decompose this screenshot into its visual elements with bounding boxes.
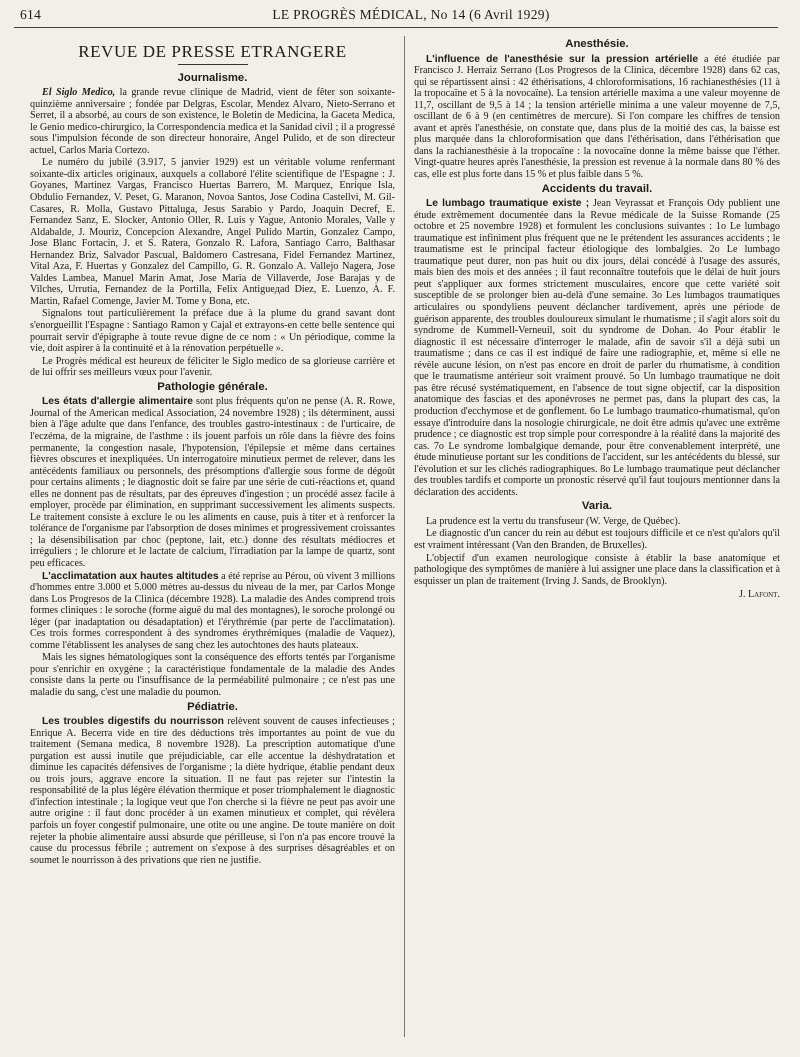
paragraph [30, 571, 395, 652]
paragraph: L'objectif d'un examen neurologique consiste à établir la base anatomique et pathologique des symptômes de manière à lui assigner une place dans la classification et à esquisser un plan de traitement (Irving J. Sands, de Brooklyn). [414, 552, 780, 587]
paragraph: Le diagnostic d'un cancer du rein au début est toujours difficile et ce n'est qu'alors qu'il est vraiment intéressant (Van den Branden, de Bruxelles). [414, 528, 780, 551]
rubric-title: REVUE DE PRESSE ETRANGERE [78, 42, 347, 61]
journal-title: LE PROGRÈS MÉDICAL, No 14 (6 Avril 1929) [272, 7, 550, 22]
paragraph [30, 396, 395, 569]
section-heading-pathologie: Pathologie générale. [157, 380, 268, 393]
paragraph-text: Jean Veyrassat et François Ody publient une étude extrêmement documentée dans la Revue médicale de la Suisse Romande (25 octobre et 25 novembre 1928) et formulent les conclusions suivantes : 1o Le lumbago traumatique est infiniment plus fréquent que ne le prétendent les assurances accidents ; le traumatisme est le principal facteur étiologique des lombalgies. 2o Le lumbago traumatique peut durer, non pas huit ou dix jours, délai concédé à l'usage des assurés, mais bien des mois et des années ; il faut reconnaître toutefois que le délai de huit jours peut s'appliquer aux formes strictement musculaires, encore que cette variété soit susceptible de se prolonger bien au-delà d'une semaine. 3o Les lumbagos traumatiques articulaires ou spondyliens peuvent déclancher tardivement, après une période de guérison apparente, des troubles douloureux simulant le rhumatisme ; il s'agit alors soit du syndrome de Kummell-Verneuil, soit du syndrome de Dohan. 4o Pour établir le diagnostic il est nécessaire d'interroger le malade, afin de savoir s'il a déjà subi un traumatisme ; dans ce cas il est indiqué de faire une radiographie, et, même si elle ne révèle aucune lésion, on n'est pas encore en droit de parler du rhumatisme, à condition que le traumatisme antérieur soit vraiment prouvé. 5o Un lumbago traumatique ne doit pas être récusé systématiquement, en l'absence de tout signe objectif, car la disposition anatomique des fascias et des aponévroses ne permet pas, dans la plupart des cas, la production d'ecchymose et de gonflement. 6o Le lumbago traumatico-rhumatismal, qu'on essaye d'introduire dans la nosologie chirurgicale, ne doit être admis qu'avec une extrême prudence ; ce diagnostic est trop simple pour correspondre à la réalité dans la majorité des cas. 7o Le syndrome lombalgique demande, pour être convenablement interprété, une étude minutieuse portant sur les conditions de l'accident, sur les antécédents du blessé, sur l'évolution et sur les clichés radiographiques. 8o Le lumbago traumatique peut déclancher des troubles tardifs et comporte un pronostic réservé qu'il faut toujours mentionner dans la déclaration des accidents. [414, 198, 780, 498]
paragraph-text: la grande revue clinique de Madrid, vient de fêter son soixante-quinzième anniversaire ; fondée par Delgras, Escolar, Mendez Alvaro, Nieto-Serrano et Serret, il a absorbé, au cours de son existence, le Boletin de Medicina, la Gaceta Medica, le Genio medico-chirurgico, la Correspondencia medica et la Sanidad civil ; il a progressé sous l'impulsion féconde de son directeur honoraire, Angel Pulido, et de son directeur actuel, Carlos Maria Cortezo. [30, 87, 395, 156]
running-head [14, 5, 778, 28]
paragraph-lead: Les états d'allergie alimentaire [42, 396, 194, 408]
section-heading-anesthesie: Anesthésie. [565, 38, 629, 50]
paragraph-text: a été étudiée par Francisco J. Herraiz Serrano (Los Progresos de la Clinica, décembre 1928) dans 62 cas, qui se répartissent ainsi : 42 éthérisations, 4 chloroformisations, 16 rachianesthésies (11 à la tropocaïne et 5 à la novocaïne). La tension artérielle maxima a une valeur moyenne de 11,7, oscillant de 9,5 à 14 ; la tension artérielle minima a une valeur moyenne de 7,5, oscillant de 6 à 9 (en centimètres de mercure). Si l'on compare les chiffres de tension avant et après l'anesthésie, on constate que, dans plus de la moitié des cas, la baisse est plus marquée dans la chloroformisation que dans l'éthérisation, dans l'éthérisation que dans la rachianesthésie à la tropocaïne : la novocaïne donne la même baisse que l'éther. Vingt-quatre heures après l'anesthésie, la pression est revenue à la normale dans 80 % des cas, elle est plus forte dans 15 % et plus faible dans 5 %. [414, 53, 780, 181]
rubric-rule [178, 64, 248, 65]
author-signature: J. Lafont. [738, 589, 780, 601]
section-heading-accidents: Accidents du travail. [541, 182, 653, 195]
paragraph-text: a été reprise au Pérou, où vivent 3 millions d'hommes entre 3.000 et 5.000 mètres au-dessus du niveau de la mer, par Carlos Monge dans Los Progresos de la Clinica (décembre 1928). La maladie des Andes comprend trois formes cliniques : le soroche (forme aiguë du mal des montagnes), le soroche prolongé ou léger (par inadaptation ou désadaptation) et l'érythrémie (par perte de l'acclimatation). Ces trois formes correspondent à des syndromes érythrémiques (maladie de Vaquez), comme l'établissent les analyses de sang chez les autochtones des hauts plateaux. [30, 570, 395, 651]
paragraph-lead: El Siglo Medico, [42, 87, 116, 99]
paragraph [30, 87, 395, 156]
right-column [414, 36, 780, 1041]
paragraph: Le numéro du jubilé (3.917, 5 janvier 1929) est un véritable volume renfermant soixante-dix articles originaux, auxquels a collaboré l'élite scientifique de l'Espagne : J. Goyanes, Martinez Vargas, Francisco Huertas Barrero, M. Marquez, Enrique Isla, Obdulio Fernandez, V. Peset, G. Maranon, Novoa Santos, Jose Codina Castellvi, M. Gil-Casares, R. Molla, Gustavo Pittaluga, Jesus Sarabio y Pardo, Joaquin Decref, E. Fernandez Sanz, E. Slocker, Antonio Oller, R. Luis y Yague, Antonio Morales, Valle y Aldabalde, J. Mouriz, Concepcion Alexandre, Angel Pulido Martin, Gonzalez Campo, Jose Blanc Fortacin, J. et S. Ratera, Gonzalo R. Lafora, Santiago Carro, Balthasar Hernandez Briz, Salvador Pascual, Baldomero Castresana, Fidel Fernandez Martinez, Vital Aza, F. Huertas y Gonzalez del Campillo, G. R. Gonzalo A. Vallejo Nagera, Jose Valdes Lambea, Manuel Marin Amat, Jose Maria de Villaverde, Jose Barajas y de Vilches, Urrutia, Fernandez de la Portilla, Felix Antigueдad Diez, E. Luenzo, A. F. Martin, Rafael Comenge, Javier M. Tome y Bona, etc. [30, 157, 395, 307]
column-divider [404, 36, 405, 1037]
left-column [30, 40, 395, 1041]
section-heading-pediatrie: Pédiatrie. [187, 700, 238, 713]
paragraph-text: sont plus fréquents qu'on ne pense (A. R. Rowe, Journal of the American medical Association, 24 novembre 1928) ; ils déterminent, aussi bien à l'âge adulte que dans l'enfance, des troubles gastro-intestinaux : de l'urticaire, de l'eczéma, de la migraine, de l'asthme : ils jouent parfois un rôle dans la fièvre des foins permanente, la congestion nasale, l'hypotension, l'épilepsie et même dans certaines fièvres obscures et inexpliquées. Un interrogatoire minutieux permet de relever, dans les antécédents familiaux ou personnels, des présomptions d'allergie sous forme de dégoût pour certains aliments ; le diagnostic doit se faire par une série de cuti-réactions et, quand elles ne donnent pas de résultats, par des épreuves d'ingestion ; un procédé assez facile à employer, procède par élimination, en supprimant successivement les aliments suspects. Le traitement consiste à exclure le ou les aliments en cause, puis à titer et à renforcer la tolérance de l'organisme par l'absorption de doses minimes et progressivement croissantes ; la désensibilisation par choc (peptone, lait, etc.) donne des résultats médiocres et irréguliers ; le chlorure et le lactate de calcium, l'irradiation par la lampe de quartz, sont peu efficaces. [30, 396, 395, 569]
paragraph-lead: L'influence de l'anesthésie sur la pression artérielle [426, 53, 699, 65]
paragraph: Le Progrès médical est heureux de féliciter le Siglo medico de sa glorieuse carrière et de lui offrir ses meilleurs vœux pour l'avenir. [30, 355, 395, 379]
paragraph: La prudence est la vertu du transfuseur (W. Verge, de Québec). [426, 515, 681, 527]
paragraph [30, 716, 395, 866]
page-number: 614 [20, 7, 42, 22]
section-heading-journalisme: Journalisme. [177, 71, 248, 84]
paragraph [414, 54, 780, 181]
paragraph: Signalons tout particulièrement la préface due à la plume du grand savant dont s'enorgueillit l'Espagne : Santiago Ramon y Cajal et extrayons-en cette belle sentence qui pourrait servir d'épigraphe à toute revue digne de ce nom : « Un périodique, comme la vie, doit aspirer à la continuité et à la rénovation perpétuelle ». [30, 308, 395, 355]
paragraph: Mais les signes hématologiques sont la conséquence des efforts tentés par l'organisme pour s'enrichir en oxygène ; la caractéristique fondamentale de la maladie des Andes consiste dans la perte ou l'insuffisance de la perméabilité pulmonaire ; ce n'est pas une maladie du sang, c'est une maladie du poumon. [30, 652, 395, 698]
paragraph [414, 198, 780, 498]
paragraph-lead: Le lumbago traumatique existe ; [426, 198, 590, 210]
paragraph-text: relèvent souvent de causes infectieuses ; Enrique A. Becerra vide en tire des déductions très importantes au point de vue du traitement (Semana medica, 8 novembre 1928). La prescription automatique d'une purgation est aussi inutile que préjudiciable, car elle accentue la déshydratation et diminue les capacités défensives de l'organisme ; la diète hydrique, établie pendant deux ou trois jours, aggrave encore la situation. Il ne faut pas rejeter sur l'intestin la responsabilité de la plus légère élévation thermique et poser triomphalement le diagnostic d'infection intestinale ; la logique veut que l'on cherche si la fièvre ne peut pas avoir une autre origine : il faut donc procéder à un examen minutieux et complet, qui révèlera parfois un foyer congestif pulmonaire, une otite ou une angine. De toute manière on doit rejeter la phobie alimentaire aussi absurde que périlleuse, si l'on n'a pas encore trouvé la cause du processus fébrile ; autrement on s'expose à des surprises désagréables et on soumet le nourrisson à des privations que rien ne justifie. [30, 716, 395, 866]
paragraph-lead: L'acclimatation aux hautes altitudes [42, 570, 219, 582]
section-heading-varia: Varia. [581, 500, 613, 513]
paragraph-lead: Les troubles digestifs du nourrisson [42, 716, 224, 728]
